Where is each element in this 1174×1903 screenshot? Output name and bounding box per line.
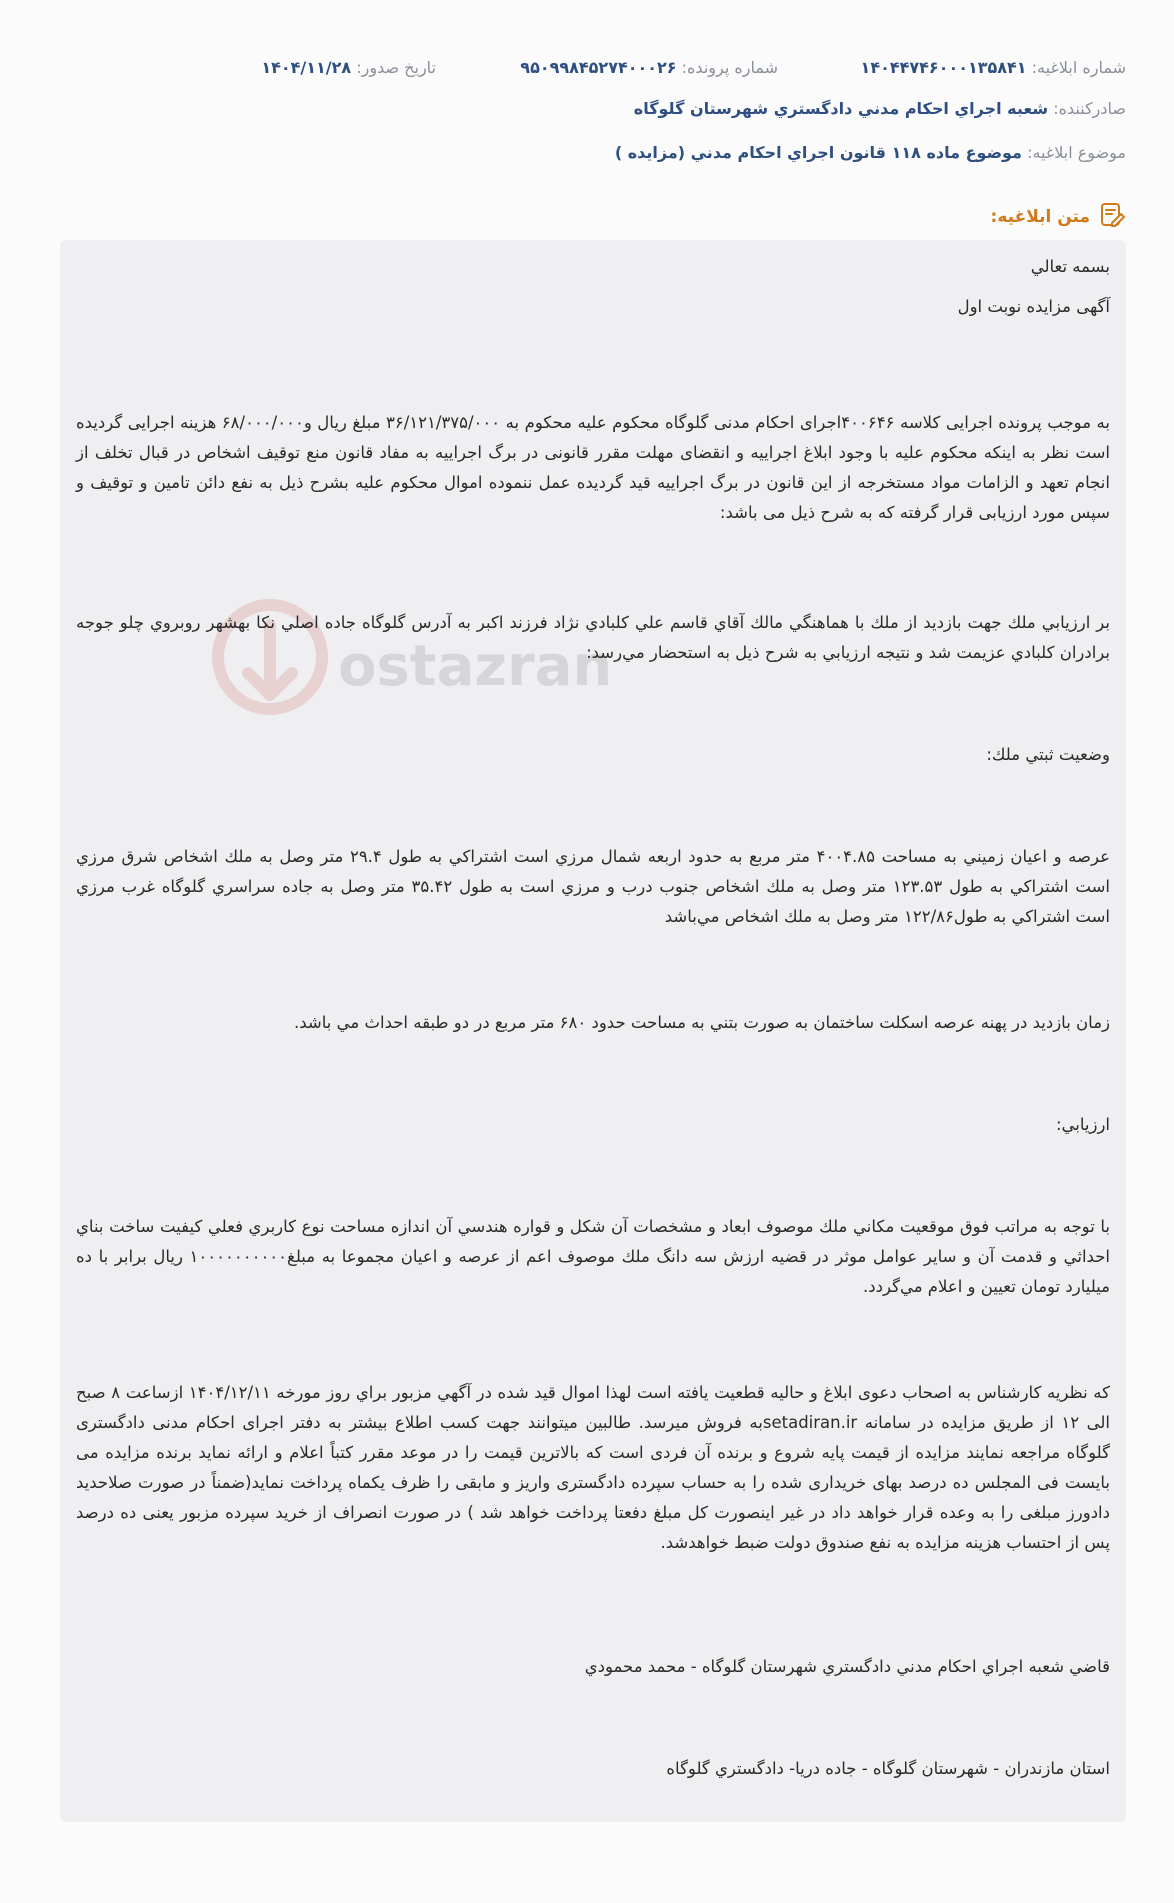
issuer-label: صادرکننده: — [1053, 99, 1126, 118]
case-paragraph: به موجب پرونده اجرایی کلاسه ۴۰۰۶۴۶اجرای احکام مدنی گلوگاه محکوم علیه محکوم به ۳۶/۱۲۱/۳۷۵/۰۰۰ مبلغ ريال و۶۸/۰۰۰/۰۰۰ هزینه اجرایی گردیده است نظر به اینکه محکوم علیه با وجود ابلاغ اجراییه و انقضای مهلت مقرر قانونی در برگ اجراییه به مفاد قانون منع توقیف اشخاص در قبال تخلف از انجام تعهد و الزامات مواد مستخرجه از این قانون در برگ اجراییه قید گردیده عمل ننموده اموال محکوم علیه بشرح ذیل به نفع دائن تامین و توقیف و سپس مورد ارزیابی قرار گرفته که به شرح ذیل می باشد: — [76, 413, 1110, 522]
notice-content-box — [60, 240, 1126, 1822]
valuation-paragraph: با توجه به مراتب فوق موقعيت مكاني ملك موصوف ابعاد و مشخصات آن شكل و قواره هندسي آن اندازه مساحت نوع كاربري فعلي كيفيت ساخت بناي احداثي و قدمت آن و ساير عوامل موثر در قضيه ارزش سه دانگ ملك موصوف اعم از عرصه و اعيان مجموعا به مبلغ۱۰۰۰۰۰۰۰۰۰۰ ريال برابر با ده ميليارد تومان تعيين و اعلام مي‌گردد. — [76, 1217, 1110, 1296]
registration-status-heading: وضعيت ثبتي ملك: — [986, 745, 1110, 764]
land-boundaries-paragraph: عرصه و اعيان زميني به مساحت ۴۰۰۴.۸۵ متر مربع به حدود اربعه شمال مرزي است اشتراكي به طول ۲۹.۴ متر وصل به ملك اشخاص شرق مرزي است اشتراكي به طول ۱۲۳.۵۳ متر وصل به ملك اشخاص جنوب درب و مرزي است به طول ۳۵.۴۲ متر وصل به جاده سراسري گلوگاه غرب مرزي است اشتراكي به طول۱۲۲/۸۶ متر وصل به ملك اشخاص مي‌باشد — [76, 847, 1110, 926]
notice-number-value: ۱۴۰۴۴۷۴۶۰۰۰۱۳۵۸۴۱ — [860, 58, 1027, 77]
issue-date-label: تاریخ صدور: — [356, 58, 436, 77]
subject-label: موضوع ابلاغیه: — [1027, 143, 1126, 162]
subject-value: موضوع ماده ۱۱۸ قانون اجراي احكام مدني (مزايده ) — [614, 143, 1022, 162]
issue-date — [261, 58, 436, 77]
salutation: بسمه تعالي — [1030, 257, 1110, 276]
case-number-value: ۹۵۰۹۹۸۴۵۲۷۴۰۰۰۲۶ — [520, 58, 677, 77]
notice-number-label: شماره ابلاغیه: — [1031, 58, 1126, 77]
auction-heading: آگهی مزایده نوبت اول — [957, 297, 1110, 316]
notice-text-heading — [991, 201, 1126, 233]
subject-row — [48, 143, 1126, 162]
valuation-visit-paragraph: بر ارزيابي ملك جهت بازديد از ملك با هماهنگي مالك آقاي قاسم علي كلبادي نژاد فرزند اكبر به آدرس گلوگاه جاده اصلي نكا بهشهر روبروي چلو جوجه برادران كلبادي عزيمت شد و نتيجه ارزيابي به شرح ذيل به استحضار مي‌رسد: — [76, 613, 1110, 662]
issuer-value: شعبه اجراي احكام مدني دادگستري شهرستان گلوگاه — [633, 99, 1049, 118]
judge-signature: قاضي شعبه اجراي احكام مدني دادگستري شهرستان گلوگاه - محمد محمودي — [584, 1657, 1110, 1676]
court-address: استان مازندران - شهرستان گلوگاه - جاده دريا- دادگستري گلوگاه — [666, 1759, 1110, 1778]
building-description: زمان بازديد در پهنه عرصه اسكلت ساختمان به صورت بتني به مساحت حدود ۶۸۰ متر مربع در دو طبقه احداث مي باشد. — [294, 1013, 1110, 1032]
notice-number — [861, 58, 1126, 77]
issuer-row — [48, 99, 1126, 118]
auction-terms-paragraph: كه نظريه كارشناس به اصحاب دعوی ابلاغ و حاليه قطعيت يافته است لهذا اموال قيد شده در آگهي مزبور براي روز مورخه ۱۴۰۴/۱۲/۱۱ ازساعت ۸ صبح الی ۱۲ از طريق مزايده در سامانه setadiran.irبه فروش ميرسد. طالبين ميتوانند جهت كسب اطلاع بيشتر به دفتر اجرای احكام مدنی دادگستری گلوگاه مراجعه نمايند مزايده از قيمت پايه شروع و برنده آن فردی است كه بالاترين قيمت را در موعد مقرر كتباً اعلام و ارائه نمايد برنده مزايده می بايست فی المجلس ده درصد بهای خريداری شده را به حساب سپرده دادگستری واريز و مابقی را ظرف يكماه پرداخت نمايد(ضمناً در صورت صلاحديد دادورز مبلغی را به وعده قرار خواهد داد در غير اينصورت كل مبلغ دفعتا پرداخت خواهد شد ) در صورت انصراف از خريد سپرده مزبور يعنی ده درصد پس از احتساب هزينه مزايده به نفع صندوق دولت ضبط خواهدشد. — [76, 1383, 1110, 1552]
case-number-label: شماره پرونده: — [681, 58, 778, 77]
document-edit-icon — [1098, 201, 1126, 233]
notice-text-title: متن ابلاغیه: — [990, 207, 1090, 227]
valuation-heading: ارزيابي: — [1055, 1115, 1110, 1134]
watermark-text: ostazran — [338, 634, 613, 699]
issue-date-value: ۱۴۰۴/۱۱/۲۸ — [261, 58, 352, 77]
case-number — [520, 58, 778, 77]
